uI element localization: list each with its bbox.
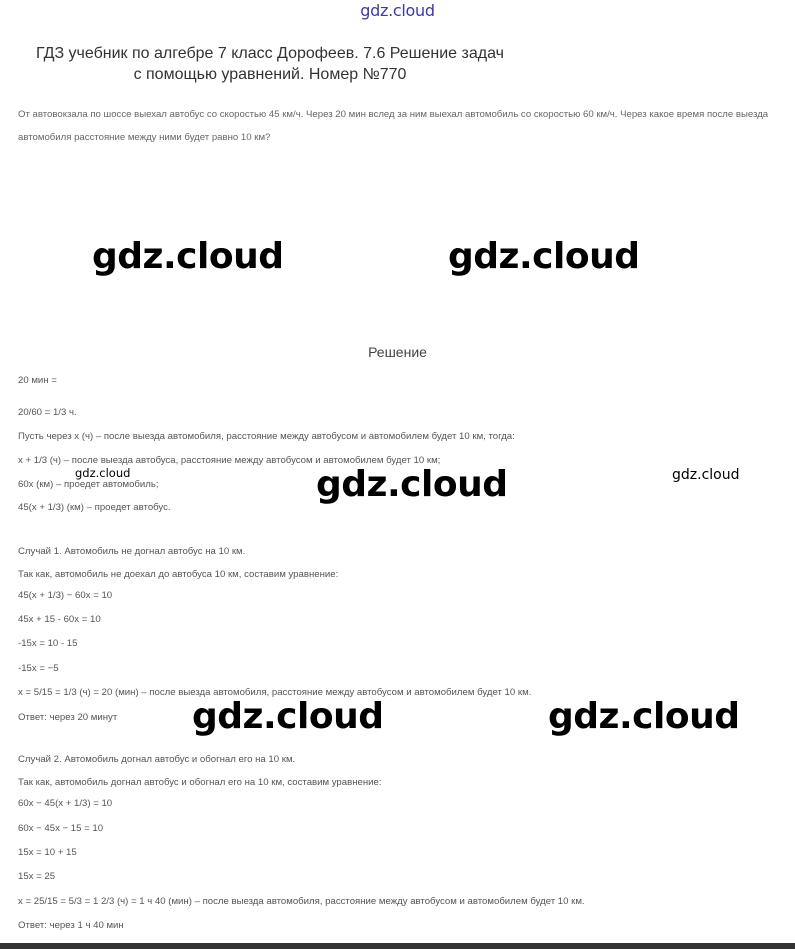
watermark: gdz.cloud — [316, 464, 508, 505]
page-title-line-1: ГДЗ учебник по алгебре 7 класс Дорофеев. 7.6 Решение задач — [36, 45, 504, 62]
solution-line: -15x = −5 — [18, 663, 59, 674]
solution-line: 60x − 45(x + 1/3) = 10 — [18, 798, 113, 809]
solution-line: 15x = 10 + 15 — [18, 847, 77, 858]
solution-line: -15x = 10 - 15 — [18, 638, 78, 649]
solution-line: 15x = 25 — [18, 871, 56, 882]
solution-line: 60x (км) – проедет автомобиль; — [18, 479, 159, 490]
watermark: gdz.cloud — [548, 696, 740, 737]
solution-line: Так как, автомобиль догнал автобус и обогнал его на 10 км, составим уравнение: — [18, 777, 382, 788]
solution-line: Пусть через x (ч) – после выезда автомобиля, расстояние между автобусом и автомобилем будет 10 км, тогда: — [18, 431, 515, 442]
solution-line: Так как, автомобиль не доехал до автобуса 10 км, составим уравнение: — [18, 569, 339, 580]
task-text: От автовокзала по шоссе выехал автобус со скоростью 45 км/ч. Через 20 мин вслед за ним выехал автомобиль со скоростью 60 км/ч. Через какое время после выезда автомобиля расстояние между ними будет равно 10 км? — [18, 109, 769, 143]
solution-line: 45(x + 1/3) − 60x = 10 — [18, 590, 113, 601]
solution-line: x = 25/15 = 5/3 = 1 2/3 (ч) = 1 ч 40 (мин) – после выезда автомобиля, расстояние между автобусом и автомобилем будет 10 км. — [18, 896, 585, 907]
page-title-line-2: с помощью уравнений. Номер №770 — [133, 66, 407, 83]
solution-line: 20 мин = — [18, 375, 57, 386]
solution-line: Ответ: через 20 минут — [18, 712, 118, 723]
page-title — [0, 43, 540, 85]
watermark: gdz.cloud — [192, 696, 384, 737]
solution-line: 45(x + 1/3) (км) – проедет автобус. — [18, 502, 171, 513]
solution-line: 60x − 45x − 15 = 10 — [18, 823, 104, 834]
watermark: gdz.cloud — [75, 466, 131, 480]
solution-line: x = 5/15 = 1/3 (ч) = 20 (мин) – после выезда автомобиля, расстояние между автобусом и автомобилем будет 10 км. — [18, 687, 532, 698]
solution-line: x + 1/3 (ч) – после выезда автобуса, расстояние между автобусом и автомобилем будет 10 км; — [18, 455, 441, 466]
watermark: gdz.cloud — [448, 236, 640, 277]
solution-line: Случай 2. Автомобиль догнал автобус и обогнал его на 10 км. — [18, 754, 296, 765]
bottom-bar — [0, 943, 795, 949]
watermark: gdz.cloud — [672, 467, 740, 483]
solution-title: Решение — [368, 344, 427, 360]
solution-line: Случай 1. Автомобиль не догнал автобус на 10 км. — [18, 546, 246, 557]
solution-line: 20/60 = 1/3 ч. — [18, 407, 77, 418]
solution-line: 45x + 15 - 60x = 10 — [18, 614, 101, 625]
solution-line: Ответ: через 1 ч 40 мин — [18, 920, 124, 931]
site-brand[interactable]: gdz.cloud — [360, 1, 435, 20]
watermark: gdz.cloud — [92, 236, 284, 277]
